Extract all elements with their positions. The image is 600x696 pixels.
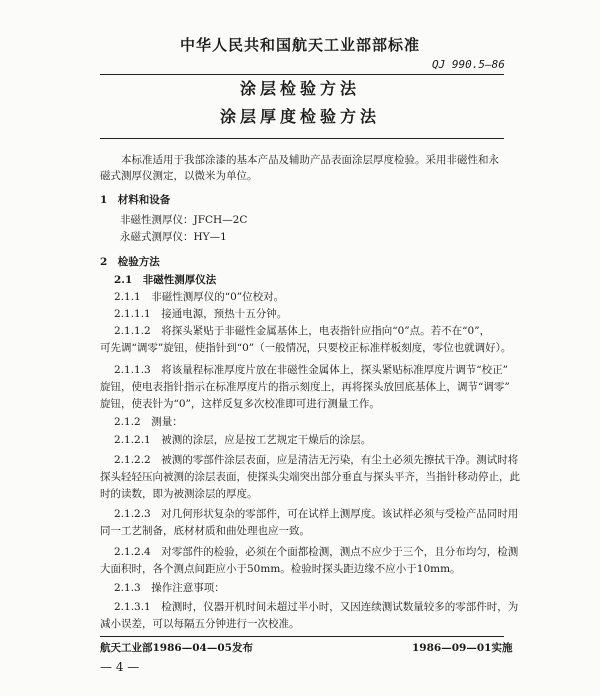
paragraph-2-1-2-3-line1: 2.1.2.3 对几何形状复杂的零部件，可在试样上测厚度。该试样必须与受检产品同时用 [114, 508, 519, 520]
intro-paragraph: 本标准适用于我部涂漆的基本产品及辅助产品表面涂层厚度检验。采用非磁性和永磁式测厚仪测定，以微米为单位。 [100, 154, 499, 182]
footer-rule [100, 636, 504, 637]
section-2-1-heading: 2.1 非磁性测厚仪法 [114, 274, 217, 286]
equipment-item-1: 非磁性测厚仪：JFCH—2C [120, 214, 248, 226]
title-rule [100, 138, 504, 139]
paragraph-2-1-1-1: 2.1.1.1 接通电源，预热十五分钟。 [114, 308, 288, 320]
paragraph-2-1-2-2-line2: 探头轻轻压向被测的涂层表面，使探头尖端突出部分垂直与探头平齐，当指针移动停止，此 [100, 471, 520, 483]
paragraph-2-1-1-2-line2: 可先调“调零”旋钮，使指针到“0”（一般情况，只要校正标准样板刻度，零位也就调好）。 [100, 342, 512, 354]
paragraph-2-1-2-4-line2: 大面积时，各个测点间距应小于50mm。检验时探头距边缘不应小于10mm。 [100, 563, 461, 575]
effective-date: 1986—09—01实施 [412, 642, 513, 654]
page-number: — 4 — [100, 660, 140, 674]
paragraph-2-1-2-2-line1: 2.1.2.2 被测的零部件涂层表面，应是清洁无污染，有尘土必须先擦拭干净。测试时将 [114, 454, 519, 466]
title-sub: 涂层厚度检验方法 [219, 107, 380, 126]
title-main: 涂层检验方法 [239, 79, 360, 98]
header-rule [100, 74, 504, 75]
paragraph-2-1-2-1: 2.1.2.1 被测的涂层，应是按工艺规定干燥后的涂层。 [114, 434, 372, 446]
paragraph-2-1-2: 2.1.2 测量： [114, 416, 183, 428]
standard-code: QJ 990.5—86 [432, 58, 505, 71]
paragraph-2-1-2-3-line2: 同一工艺制备，底材材质和曲处理也应一致。 [100, 525, 310, 537]
paragraph-2-1-1-3-line3: 旋钮，使表针为“0”，这样反复多次校准即可进行测量工作。 [100, 398, 380, 410]
paragraph-2-1-1-3-line2: 旋钮，使电表指针指示在标准厚度片的指示刻度上，再将探头放回底基体上，调节“调零” [100, 381, 510, 393]
issue-date: 航天工业部1986—04—05发布 [100, 642, 253, 654]
paragraph-2-1-1-2-line1: 2.1.1.2 将探头紧贴于非磁性金属基体上，电表指针应指向“0”点。若不在“0”， [114, 325, 491, 337]
section-1-heading: 1 材料和设备 [100, 194, 171, 206]
paragraph-2-1-3-1-line2: 减小误差，可以每隔五分钟进行一次校准。 [100, 618, 300, 630]
paragraph-2-1-1: 2.1.1 非磁性测厚仪的“0”位校对。 [114, 291, 285, 303]
equipment-item-2: 永磁式测厚仪：HY—1 [120, 231, 227, 243]
paragraph-2-1-1-3-line1: 2.1.1.3 将该量程标准厚度片放在非磁性金属体上，探头紧贴标准厚度片调节“校正” [114, 364, 508, 376]
section-2-heading: 2 检验方法 [100, 256, 160, 268]
paragraph-2-1-2-4-line1: 2.1.2.4 对零部件的检验，必须在个面都检测，测点不应少于三个，且分布均匀，检测 [114, 546, 519, 558]
paragraph-2-1-2-2-line3: 时的读数，即为被测涂层的厚度。 [100, 488, 258, 500]
issuing-organization: 中华人民共和国航天工业部部标准 [179, 36, 420, 54]
paragraph-2-1-3-1-line1: 2.1.3.1 检测时，仪器开机时间未超过半小时，又因连续测试数量较多的零部件时，为 [114, 601, 519, 613]
paragraph-2-1-3: 2.1.3 操作注意事项： [114, 582, 225, 594]
